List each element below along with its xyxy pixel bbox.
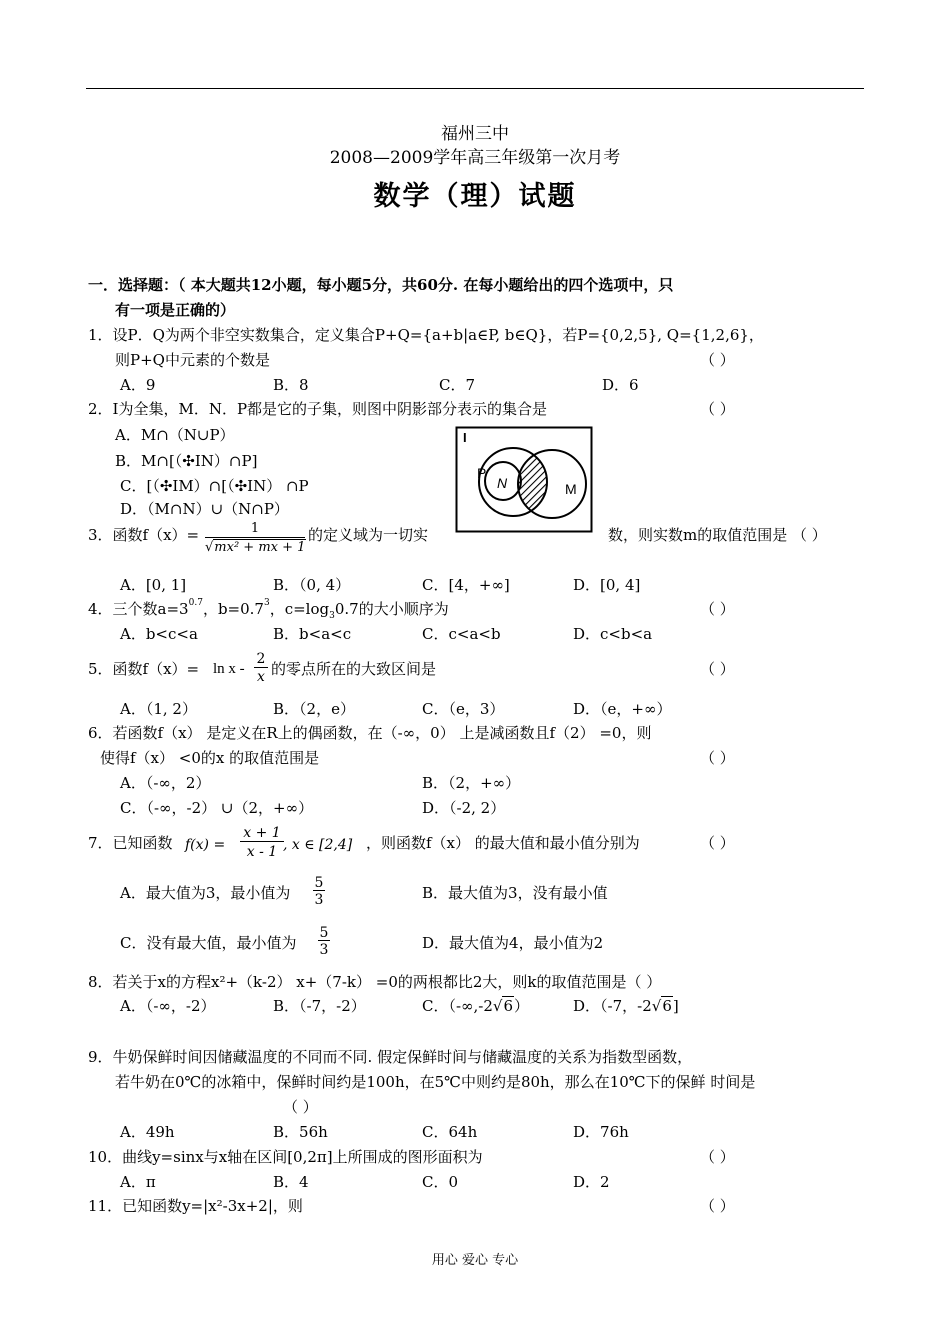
q7-option-a: A．最大值为3，最小值为 [120, 884, 291, 902]
question-7: 7．已知函数 [88, 834, 173, 852]
q1-option-d: D．6 [602, 376, 639, 394]
q7-option-c: C．没有最大值，最小值为 [120, 934, 297, 952]
q8-c-sqrt: 6 [503, 997, 514, 1015]
question-11: 11．已知函数y=|x²-3x+2|，则 [88, 1197, 303, 1215]
q10-option-d: D．2 [573, 1173, 610, 1191]
frac-num: 5 [319, 925, 329, 941]
q10-option-c: C．0 [422, 1173, 459, 1191]
q8-option-b: B．（-7，-2） [273, 997, 366, 1015]
q4-text-c: ，c=log [269, 600, 330, 618]
header-rule [86, 88, 864, 89]
q7-frac-den: x - 1 [246, 844, 278, 860]
q3-suffix: 数，则实数m的取值范围是 （ ） [608, 526, 827, 544]
school-name: 福州三中 [441, 124, 509, 144]
q4-option-b: B．b<a<c [273, 625, 352, 643]
answer-paren: （ ） [700, 351, 735, 369]
question-5: 5．函数f（x）= [88, 660, 200, 678]
q4-log-base: 3 [329, 611, 335, 621]
section-heading: 一．选择题：（ 本大题共12小题，每小题5分，共60分. 在每小题给出的四个选项中，只 [88, 276, 674, 294]
venn-label-m: M [565, 481, 577, 497]
venn-label-p: P [477, 465, 487, 481]
question-6-cont: 使得f（x） <0的x 的取值范围是 [100, 749, 320, 767]
q7-option-b: B．最大值为3，没有最小值 [422, 884, 608, 902]
question-8: 8．若关于x的方程x²+（k-2） x+（7-k） =0的两根都比2大，则k的取值范围是（ ） [88, 973, 662, 991]
exam-name: 2008—2009学年高三年级第一次月考 [329, 148, 621, 168]
frac-num: 5 [314, 875, 324, 891]
q8-d-sqrt: 6 [662, 997, 672, 1015]
sqrt-sign: √ [205, 540, 214, 555]
answer-paren: （ ） [700, 834, 735, 852]
question-9: 9．牛奶保鲜时间因储藏温度的不同而不同. 假定保鲜时间与储藏温度的关系为指数型函数， [88, 1048, 693, 1066]
venn-label-i: I [463, 430, 467, 445]
q8-c-post: ） [514, 997, 530, 1015]
q3-mid: 的定义域为一切实 [308, 526, 429, 544]
q8-option-a: A．（-∞，-2） [120, 997, 216, 1015]
q1-option-b: B．8 [273, 376, 309, 394]
q5-suffix: 的零点所在的大致区间是 [271, 660, 437, 678]
q4-text-d: 0.7的大小顺序为 [334, 600, 449, 618]
question-6: 6．若函数f（x） 是定义在R上的偶函数，在（-∞，0） 上是减函数且f（2） =0，则 [88, 724, 652, 742]
q10-option-b: B．4 [273, 1173, 309, 1191]
page-footer: 用心 爱心 专心 [431, 1253, 519, 1268]
q6-option-c: C．（-∞，-2） ∪（2，+∞） [120, 799, 314, 817]
frac-den: 3 [314, 892, 324, 908]
q5-frac-den: x [257, 669, 265, 685]
q5-option-a: A．（1, 2） [120, 700, 197, 718]
q8-option-c [422, 999, 529, 1014]
q8-option-d [573, 999, 679, 1014]
q7-suffix: ，则函数f（x） 的最大值和最小值分别为 [366, 834, 640, 852]
q2-option-b: B．M∩[（✣IN）∩P] [115, 452, 258, 470]
q5-option-b: B．（2，e） [273, 700, 355, 718]
q7-fx: f(x) = [185, 837, 226, 853]
q2-option-c: C．[（✣IM）∩[（✣IN） ∩P [120, 477, 309, 495]
q3-option-c: C．[4，+∞] [422, 576, 510, 594]
question-1: 1．设P．Q为两个非空实数集合，定义集合P+Q={a+b|a∈P, b∈Q}，若P={0,2,5}, Q={1,2,6}， [88, 326, 764, 344]
answer-paren: （ ） [700, 400, 735, 418]
answer-paren: （ ） [700, 660, 735, 678]
q4-exp2: 3 [263, 598, 270, 608]
q2-option-a: A．M∩（N∪P） [115, 426, 235, 444]
q7-frac-num: x + 1 [240, 826, 284, 842]
q9-option-b: B．56h [273, 1123, 328, 1141]
answer-paren: （ ） [283, 1098, 318, 1116]
q1-option-a: A．9 [120, 376, 156, 394]
q7-domain: , x ∈ [2,4] [283, 837, 353, 853]
q5-option-d: D．（e，+∞） [573, 700, 672, 718]
venn-diagram [455, 426, 593, 533]
q3-option-a: A．[0, 1] [120, 576, 187, 594]
q4-exp1: 0.7 [188, 598, 203, 608]
q4-option-c: C．c<a<b [422, 625, 501, 643]
q6-option-d: D．（-2, 2） [422, 799, 506, 817]
q7-fraction [240, 826, 284, 859]
q7-option-a-fraction [313, 876, 325, 907]
q9-option-a: A．49h [120, 1123, 175, 1141]
answer-paren: （ ） [700, 1197, 735, 1215]
answer-paren: （ ） [700, 1148, 735, 1166]
frac-den: 3 [319, 942, 329, 958]
q3-option-b: B．（0, 4） [273, 576, 351, 594]
q7-option-c-fraction [318, 926, 330, 957]
question-3 [88, 528, 199, 543]
q3-fraction [205, 522, 305, 554]
q9-option-c: C．64h [422, 1123, 478, 1141]
q5-option-c: C．（e，3） [422, 700, 505, 718]
q4-text-b: ，b=0.7 [202, 600, 264, 618]
q9-option-d: D．76h [573, 1123, 629, 1141]
q8-d-pre: D．（-7，-2 [573, 997, 652, 1015]
q3-frac-num: 1 [205, 522, 305, 538]
answer-paren: （ ） [700, 600, 735, 618]
q5-frac-num: 2 [254, 652, 268, 668]
question-2: 2．I为全集，M．N．P都是它的子集，则图中阴影部分表示的集合是 [88, 400, 548, 418]
question-10: 10．曲线y=sinx与x轴在区间[0,2π]上所围成的图形面积为 [88, 1148, 483, 1166]
q1-option-c: C．7 [439, 376, 476, 394]
sqrt-sign: √ [492, 997, 503, 1015]
q4-option-d: D．c<b<a [573, 625, 653, 643]
sqrt-sign: √ [651, 997, 662, 1015]
q3-frac-den: mx² + mx + 1 [214, 540, 306, 555]
q7-option-d: D．最大值为4，最小值为2 [422, 934, 604, 952]
question-4 [88, 598, 449, 621]
q5-fraction [254, 652, 268, 684]
question-9-cont: 若牛奶在0℃的冰箱中，保鲜时间约是100h，在5℃中则约是80h，那么在10℃下的保鲜 时间是 [115, 1073, 756, 1091]
q4-text-a: 4．三个数a=3 [88, 600, 189, 618]
q6-option-a: A．（-∞，2） [120, 774, 211, 792]
q3-prefix: 3．函数f（x）= [88, 526, 200, 544]
q10-option-a: A．π [120, 1173, 156, 1191]
q4-option-a: A．b<c<a [120, 625, 198, 643]
q6-option-b: B．（2，+∞） [422, 774, 521, 792]
section-heading-cont: 有一项是正确的） [115, 301, 236, 319]
answer-paren: （ ） [700, 749, 735, 767]
venn-label-n: N [497, 475, 508, 491]
q2-option-d: D．（M∩N）∪（N∩P） [120, 500, 289, 518]
q3-option-d: D．[0, 4] [573, 576, 641, 594]
q8-c-pre: C．（-∞,-2 [422, 997, 493, 1015]
question-1-cont: 则P+Q中元素的个数是 [115, 351, 270, 369]
q5-expr: ln x - [213, 661, 245, 677]
page-title: 数学（理）试题 [373, 181, 577, 212]
q8-d-post: ] [672, 997, 679, 1015]
